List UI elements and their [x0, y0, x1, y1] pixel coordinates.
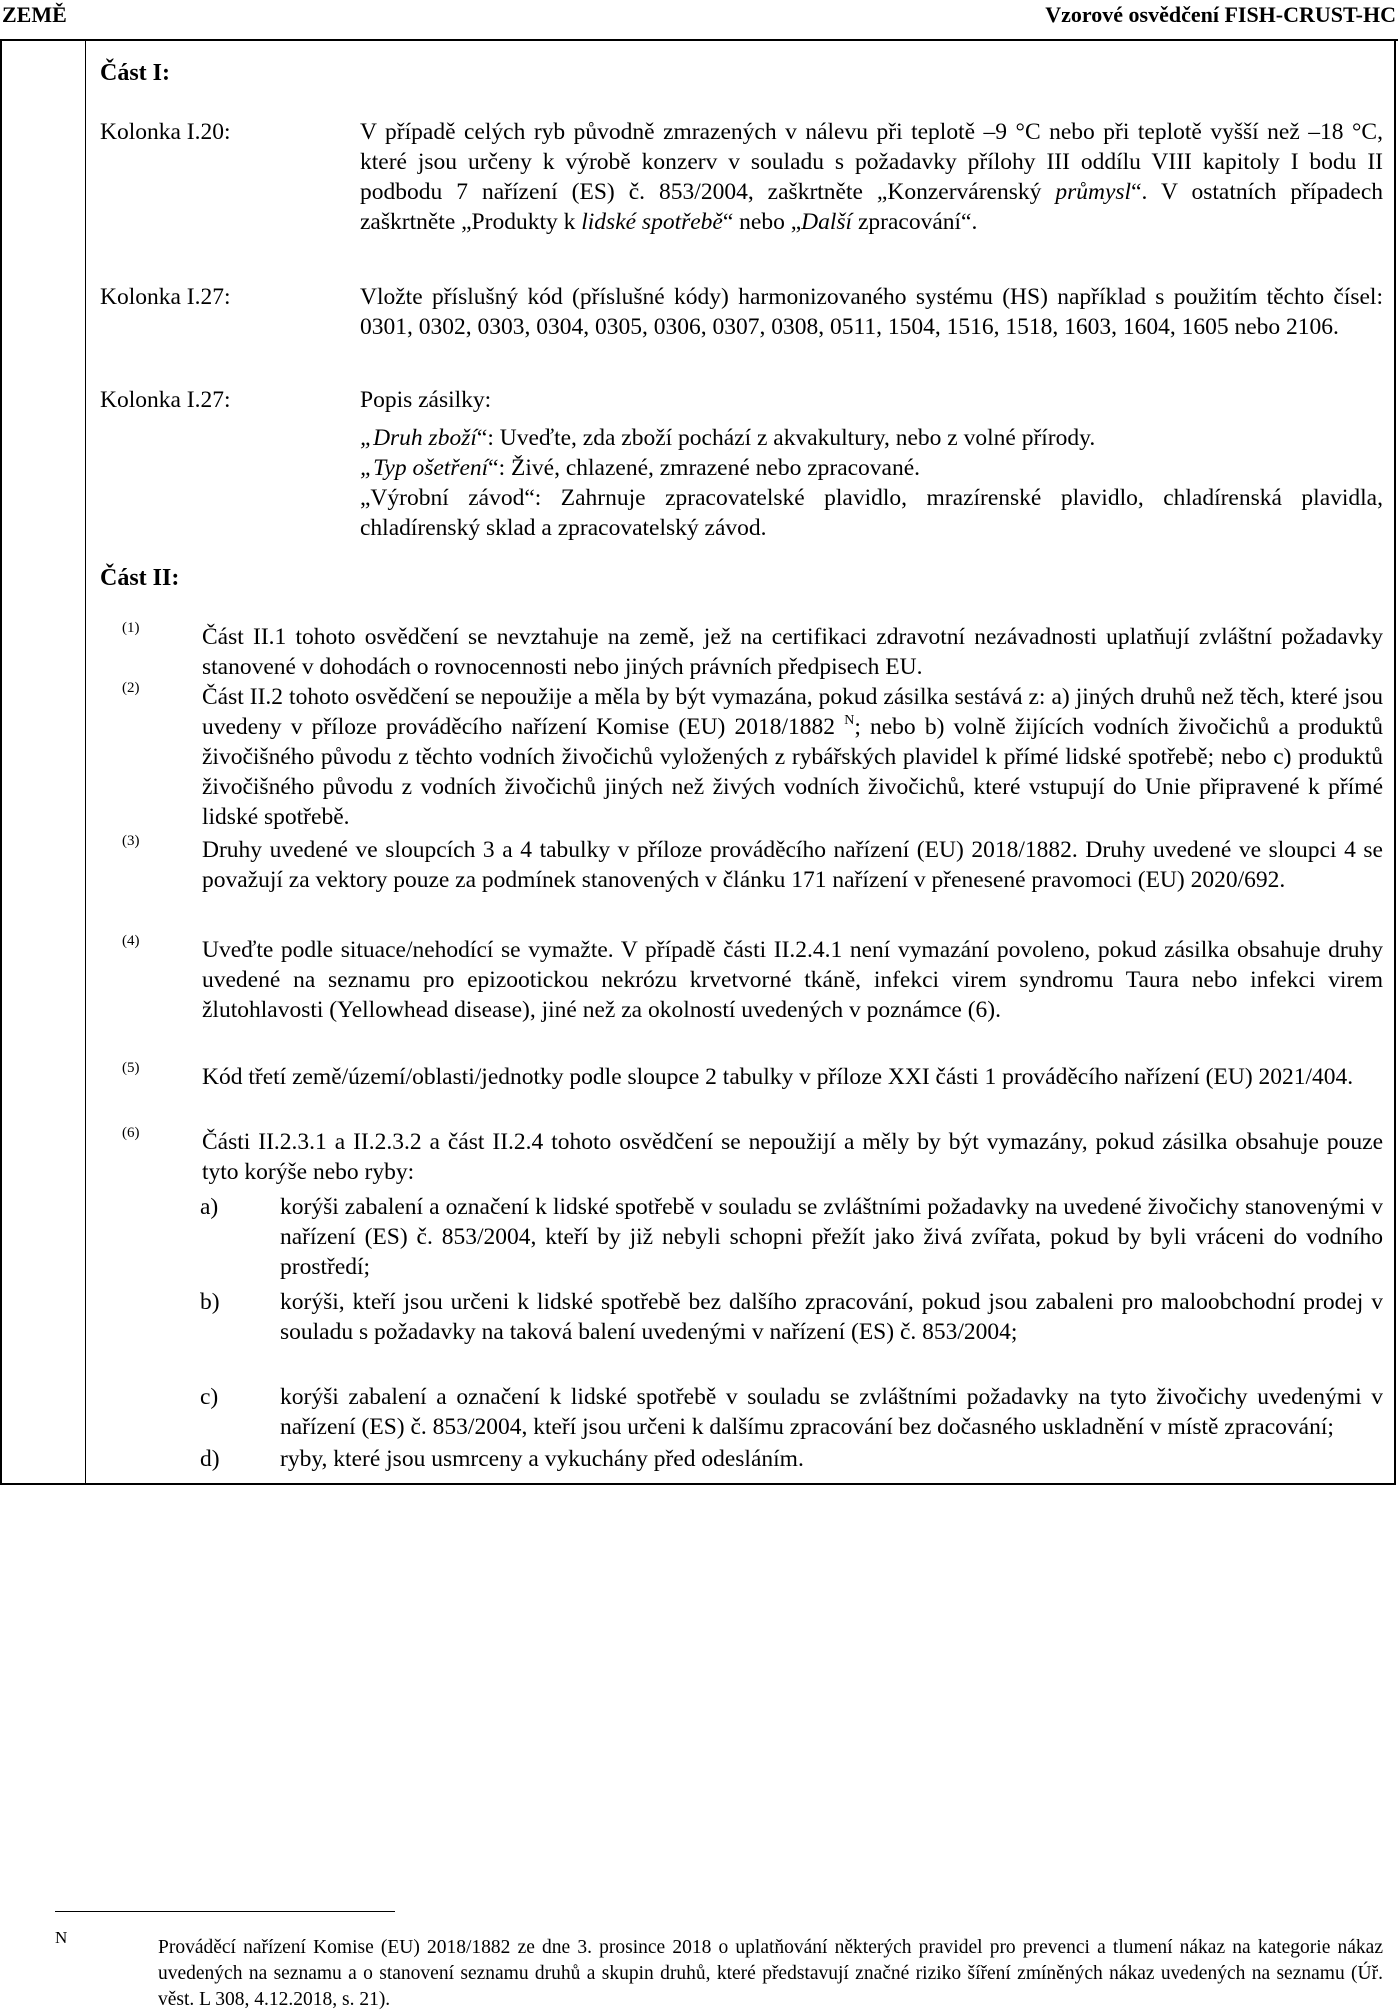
item-letter: c)	[200, 1384, 219, 1410]
row-label-box-i27-description: Kolonka I.27:	[100, 387, 231, 413]
note-number: (4)	[122, 933, 140, 949]
footnote-mark: N	[55, 1928, 68, 1947]
row-text-box-i27-hs: Vložte příslušný kód (příslušné kódy) harmonizovaného systému (HS) například s použitím těchto čísel: 0301, 0302, 0303, 0304, 0305, 0306, 0307, 0308, 0511, 1504, 1516, 1518, 1603, 1604, 1605 nebo 2106.	[360, 284, 1383, 340]
page-header	[0, 0, 1398, 40]
note-6-item-c	[200, 1382, 1383, 1442]
note-number: (1)	[122, 620, 140, 636]
item-letter: d)	[200, 1446, 220, 1472]
note-text: Části II.2.3.1 a II.2.3.2 a část II.2.4 tohoto osvědčení se nepoužijí a měly by být vymazány, pokud zásilka obsahuje pouze tyto korýše nebo ryby:	[202, 1129, 1383, 1185]
note-number: (5)	[122, 1060, 140, 1076]
header-certificate-title: Vzorové osvědčení FISH-CRUST-HC	[1045, 2, 1396, 27]
item-letter: a)	[200, 1194, 219, 1220]
item-text: korýši zabalení a označení k lidské spotřebě v souladu se zvláštními požadavky na uvedené živočichy stanovenými v nařízení (ES) č. 853/2004, kteří by již nebyli schopni přežít jako živá zvířata, pokud by byli vráceni do vodního prostředí;	[280, 1194, 1383, 1280]
item-letter: b)	[200, 1289, 220, 1315]
note-5	[100, 1062, 1383, 1092]
row-label-box-i20: Kolonka I.20:	[100, 119, 231, 145]
footnote-text: Prováděcí nařízení Komise (EU) 2018/1882 ze dne 3. prosince 2018 o uplatňování některých pravidel pro prevenci a tlumení nákaz na kategorie nákaz uvedených na seznamu a o stanovení seznamu druhů a skupin druhů, které představují značné riziko šíření zmíněných nákaz uvedených na seznamu (Úř. věst. L 308, 4.12.2018, s. 21).	[158, 1937, 1383, 2010]
note-6-item-b	[200, 1287, 1383, 1347]
row-text-box-i27-description	[360, 385, 1383, 543]
part2-title: Část II:	[100, 565, 180, 591]
note-2	[100, 682, 1383, 832]
note-text: Uveďte podle situace/nehodící se vymažte. V případě části II.2.4.1 není vymazání povoleno, pokud zásilka obsahuje druhy uvedené na seznamu pro epizootickou nekrózu krvetvorné tkáně, infekci virem syndromu Taura nebo infekci virem žlutohlavosti (Yellowhead disease), jiné než za okolností uvedených v poznámce (6).	[202, 937, 1383, 1023]
note-4	[100, 935, 1383, 1025]
note-number: (6)	[122, 1125, 140, 1141]
item-text: korýši zabalení a označení k lidské spotřebě v souladu se zvláštními požadavky na tyto živočichy uvedenými v nařízení (ES) č. 853/2004, kteří jsou určeni k dalšímu zpracování bez dočasného uskladnění v místě zpracování;	[280, 1384, 1383, 1440]
footnote-reference: N	[844, 713, 855, 728]
goods-type-line: „Druh zboží“: Uveďte, zda zboží pochází z akvakultury, nebo z volné přírody.	[360, 425, 1096, 451]
note-number: (3)	[122, 833, 140, 849]
note-1	[100, 622, 1383, 682]
item-text: ryby, které jsou usmrceny a vykuchány před odesláním.	[280, 1446, 804, 1472]
note-6-item-d	[200, 1444, 1383, 1474]
part1-title: Část I:	[100, 60, 170, 86]
note-text: Část II.2 tohoto osvědčení se nepoužije a měla by být vymazána, pokud zásilka sestává z: a) jiných druhů než těch, které jsou uvedeny v příloze prováděcího nařízení Komise (EU) 2018/1882 $^N$; nebo b) volně žijících vodních živočichů a produktů živočišného původu z těchto vodních živočichů vyložených z rybářských plavidel k přímé lidské spotřebě; nebo c) produktů živočišného původu z vodních živočichů jiných než živých vodních živočichů, které vstupují do Unie připravené k přímé lidské spotřebě.	[202, 684, 1383, 830]
note-text: Kód třetí země/území/oblasti/jednotky podle sloupce 2 tabulky v příloze XXI části 1 prováděcího nařízení (EU) 2021/404.	[202, 1064, 1354, 1090]
note-6	[100, 1127, 1383, 1187]
treatment-type-line: „Typ ošetření“: Živé, chlazené, zmrazené nebo zpracované.	[360, 455, 921, 481]
column-separator	[85, 39, 86, 1485]
note-3	[100, 835, 1383, 895]
consignment-description-intro: Popis zásilky:	[360, 387, 492, 413]
note-text: Druhy uvedené ve sloupcích 3 a 4 tabulky v příloze prováděcího nařízení (EU) 2018/1882. Druhy uvedené ve sloupci 4 se považují za vektory pouze za podmínek stanovených v článku 171 nařízení v přenesené pravomoci (EU) 2020/692.	[202, 837, 1383, 893]
row-label-box-i27-hs: Kolonka I.27:	[100, 284, 231, 310]
manufacturing-plant-line: „Výrobní závod“: Zahrnuje zpracovatelské plavidlo, mrazírenské plavidlo, chladírenská plavidla, chladírenský sklad a zpracovatelský závod.	[360, 485, 1383, 541]
footnote-separator	[55, 1911, 395, 1912]
note-text: Část II.1 tohoto osvědčení se nevztahuje na země, jež na certifikaci zdravotní nezávadnosti uplatňují zvláštní požadavky stanovené v dohodách o rovnocennosti nebo jiných právních předpisech EU.	[202, 624, 1383, 680]
note-number: (2)	[122, 680, 140, 696]
note-6-item-a	[200, 1192, 1383, 1282]
item-text: korýši, kteří jsou určeni k lidské spotřebě bez dalšího zpracování, pokud jsou zabaleni pro maloobchodní prodej v souladu s požadavky na taková balení uvedenými v nařízení (ES) č. 853/2004;	[280, 1289, 1383, 1345]
header-country: ZEMĚ	[2, 2, 67, 27]
row-text-box-i20: V případě celých ryb původně zmrazených v nálevu při teplotě –9 °C nebo při teplotě vyšší než –18 °C, které jsou určeny k výrobě konzerv v souladu s požadavky přílohy III oddílu VIII kapitoly I bodu II podbodu 7 nařízení (ES) č. 853/2004, zaškrtněte „Konzervárenský průmysl“. V ostatních případech zaškrtněte „Produkty k lidské spotřebě“ nebo „Další zpracování“.	[360, 119, 1383, 235]
